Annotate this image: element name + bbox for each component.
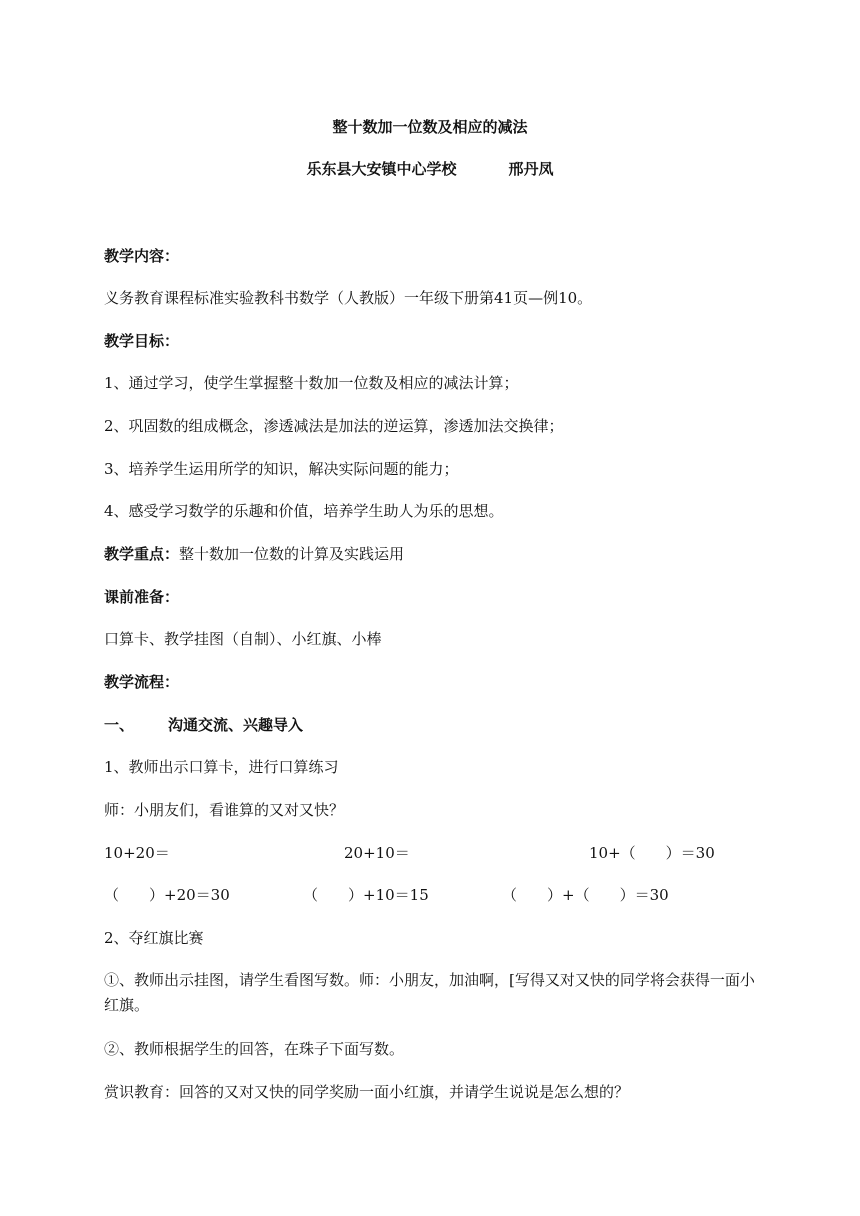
goals-heading: 教学目标： — [104, 332, 180, 350]
prep-heading: 课前准备： — [104, 588, 180, 606]
prep-text: 口算卡、教学挂图（自制）、小红旗、小棒 — [104, 630, 382, 648]
exercise: （ ）+（ ）＝30 — [502, 886, 669, 904]
step-text: 1、教师出示口算卡，进行口算练习 — [104, 758, 339, 776]
flow-heading: 教学流程： — [104, 673, 180, 691]
step-text: 2、夺红旗比赛 — [104, 929, 204, 947]
exercise: 10+（ ）＝30 — [589, 844, 715, 862]
section-number: 一、 — [104, 716, 135, 734]
exercise: 10+20＝ — [104, 844, 170, 862]
goal-item: 1、通过学习，使学生掌握整十数加一位数及相应的减法计算； — [104, 374, 519, 392]
key-point-label: 教学重点： — [104, 545, 180, 563]
exercise: （ ）+10＝15 — [303, 886, 429, 904]
document-title: 整十数加一位数及相应的减法 — [332, 118, 528, 136]
section-heading — [104, 715, 303, 735]
goal-item: 2、巩固数的组成概念，渗透减法是加法的逆运算，渗透加法交换律； — [104, 417, 564, 435]
teacher-prompt: 师：小朋友们，看谁算的又对又快？ — [104, 801, 345, 819]
content-text: 义务教育课程标准实验教科书数学（人教版）一年级下册第41页—例10。 — [104, 289, 593, 307]
section-title: 沟通交流、兴趣导入 — [168, 716, 304, 734]
exercise: 20+10＝ — [344, 844, 410, 862]
key-point-text: 整十数加一位数的计算及实践运用 — [179, 545, 405, 563]
content-heading: 教学内容： — [104, 247, 180, 265]
school-name: 乐东县大安镇中心学校 — [306, 160, 457, 178]
praise-text: 赏识教育：回答的又对又快的同学奖励一面小红旗，并请学生说说是怎么想的？ — [104, 1083, 630, 1101]
list-item: ①、教师出示挂图，请学生看图写数。师：小朋友，加油啊，[写得又对又快的同学将会获得一面小红旗。 — [104, 971, 755, 1014]
goal-item: 3、培养学生运用所学的知识，解决实际问题的能力； — [104, 460, 459, 478]
exercise: （ ）+20＝30 — [104, 886, 230, 904]
goal-item: 4、感受学习数学的乐趣和价值，培养学生助人为乐的思想。 — [104, 502, 504, 520]
author-name: 邢丹凤 — [508, 160, 554, 178]
key-point — [104, 544, 404, 564]
list-item: ②、教师根据学生的回答，在珠子下面写数。 — [104, 1040, 405, 1058]
author-line — [0, 159, 860, 179]
